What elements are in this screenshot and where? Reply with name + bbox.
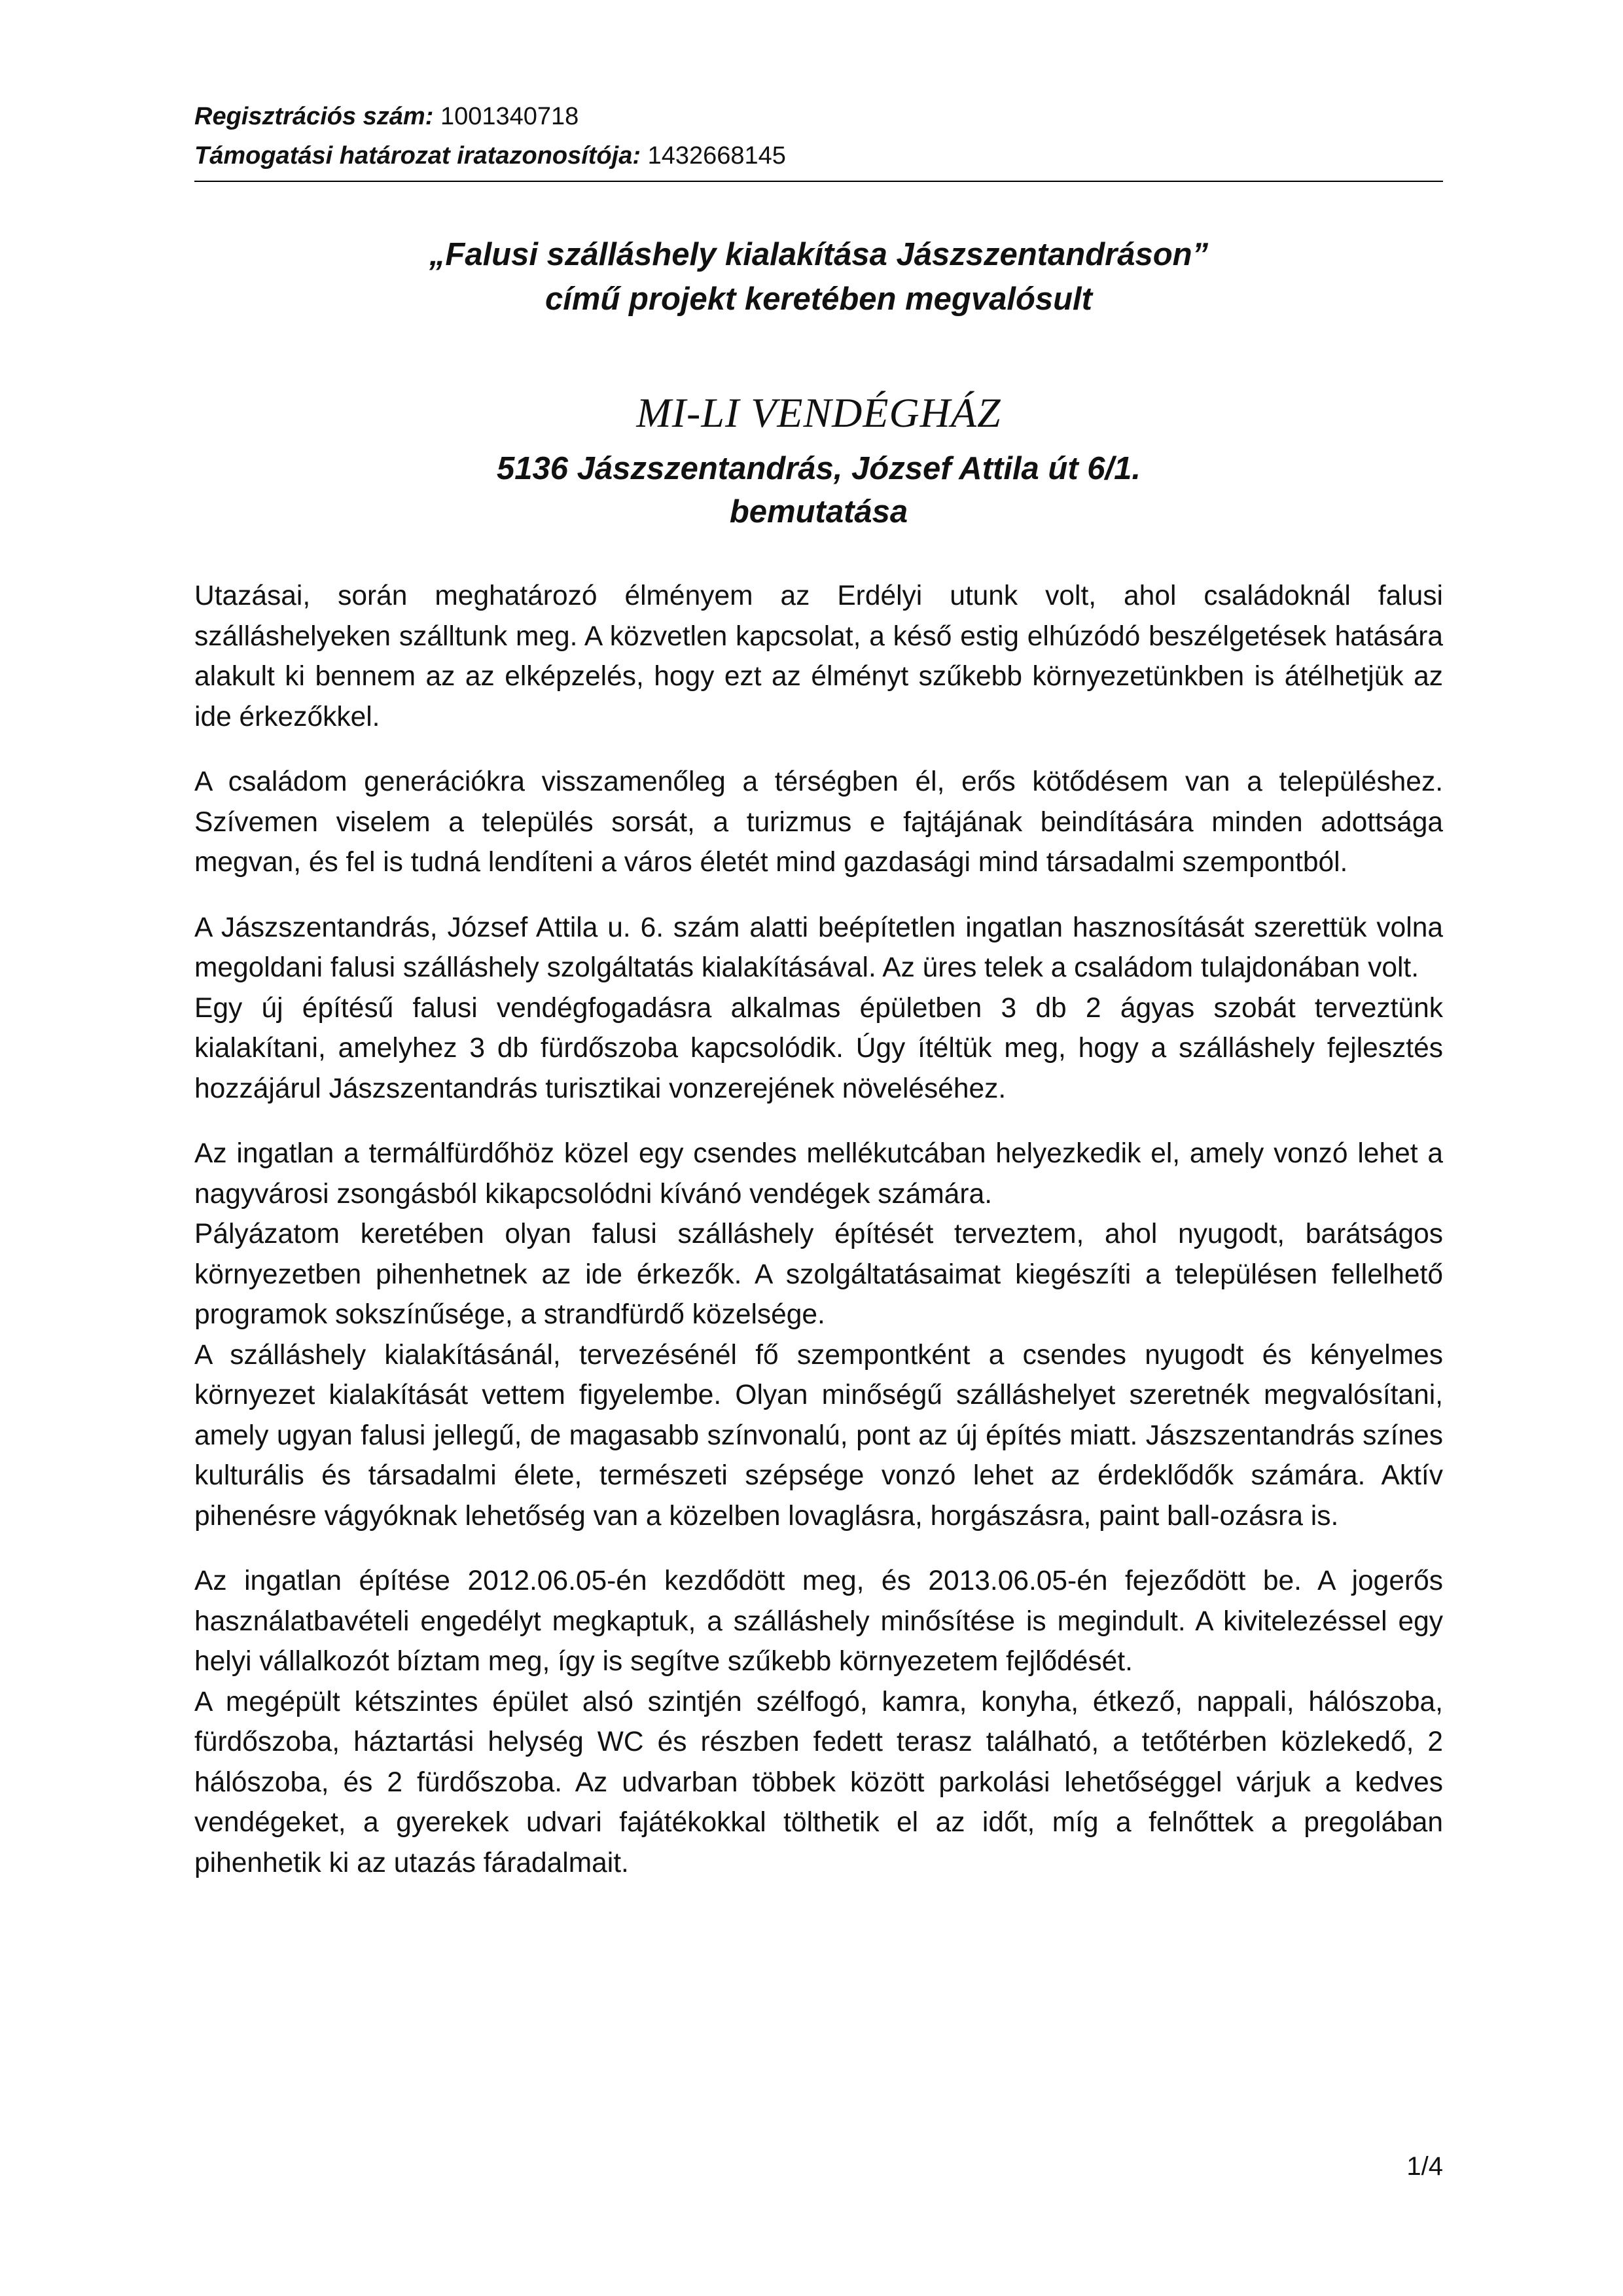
project-title-continuation: című projekt keretében megvalósult [545,281,1092,317]
decision-id-number: 1432668145 [647,142,786,170]
document-header [194,97,1443,182]
paragraph-location: Az ingatlan a termálfürdőhöz közel egy csendes mellékutcában helyezkedik el, amely vonzó lehet a nagyvárosi zsongásból kikapcsolódni kívánó vendégek számára. [194,1138,1443,1210]
decision-id-label: Támogatási határozat iratazonosítója: [194,142,641,170]
paragraph-family-roots: A családom generációkra visszamenőleg a térségben él, erős kötődésem van a településhez. Szívemen viselem a település sorsát, a turizmus e fajtájának beindítására minden adottsága megvan, és fel is tudná lendíteni a város életét mind gazdasági mind társadalmi szempontból. [194,766,1443,878]
paragraph-rooms: Egy új építésű falusi vendégfogadásra alkalmas épületben 3 db 2 ágyas szobát terveztünk kialakítani, amelyhez 3 db fürdőszoba kapcsolódik. Úgy ítéltük meg, hogy a szálláshely fejlesztés hozzájárul Jászszentandrás turisztikai vonzerejének növeléséhez. [194,992,1443,1104]
paragraph-building-layout: A megépült kétszintes épület alsó szintjén szélfogó, kamra, konyha, étkező, nappali, hálószoba, fürdőszoba, háztartási helység WC és részben fedett terasz található, a tetőtérben közlekedő, 2 hálószoba, és 2 fürdőszoba. Az udvarban többek között parkolási lehetőséggel várjuk a kedves vendégeket, a gyerekek udvari fajátékokkal tölthetik el az időt, míg a felnőttek a pregolában pihenhetik ki az utazás fáradalmait. [194,1686,1443,1878]
paragraph-construction: Az ingatlan építése 2012.06.05-én kezdődött meg, és 2013.06.05-én fejeződött be. A jogerős használatbavételi engedélyt megkaptuk, a szálláshely minősítése is megindult. A kivitelezéssel egy helyi vállalkozót bíztam meg, így is segítve szűkebb környezetem fejlődését. [194,1566,1443,1677]
title-subtitle: bemutatása [729,494,908,529]
paragraph-property: A Jászszentandrás, József Attila u. 6. szám alatti beépítetlen ingatlan hasznosítását szerettük volna megoldani falusi szálláshely szolgáltatás kialakításával. Az üres telek a családom tulajdonában volt. [194,912,1443,983]
registration-line [194,97,1443,136]
title-block [194,232,1443,533]
guesthouse-address: 5136 Jászszentandrás, József Attila út 6/1. [496,451,1141,486]
registration-label: Regisztrációs szám: [194,103,434,130]
project-title: „Falusi szálláshely kialakítása Jászszentandráson” [429,237,1209,272]
guesthouse-name: MI-LI VENDÉGHÁZ [636,389,1001,436]
paragraph-travel-experience: Utazásai, során meghatározó élményem az Erdélyi utunk volt, ahol családoknál falusi szálláshelyeken szálltunk meg. A közvetlen kapcsolat, a késő estig elhúzódó beszélgetések hatására alakult ki bennem az az elképzelés, hogy ezt az élményt szűkebb környezetünkben is átélhetjük az ide érkezőkkel. [194,581,1443,732]
decision-line [194,136,1443,175]
registration-number: 1001340718 [440,103,579,130]
paragraph-design-goals: A szálláshely kialakításánál, tervezésénél fő szempontként a csendes nyugodt és kényelmes környezet kialakítását vettem figyelembe. Olyan minőségű szálláshelyet szeretnék megvalósítani, amely ugyan falusi jellegű, de magasabb színvonalú, pont az új építés miatt. Jászszentandrás színes kulturális és társadalmi élete, természeti szépsége vonzó lehet az érdeklődők számára. Aktív pihenésre vágyóknak lehetőség van a közelben lovaglásra, horgászásra, paint ball-ozásra is. [194,1339,1443,1532]
paragraph-plan: Pályázatom keretében olyan falusi szálláshely építését terveztem, ahol nyugodt, barátságos környezetben pihenhetnek az ide érkezők. A szolgáltatásaimat kiegészíti a településen fellelhető programok sokszínűsége, a strandfürdő közelsége. [194,1219,1443,1330]
page-number: 1/4 [1406,2152,1443,2181]
document-body [194,576,1443,1908]
